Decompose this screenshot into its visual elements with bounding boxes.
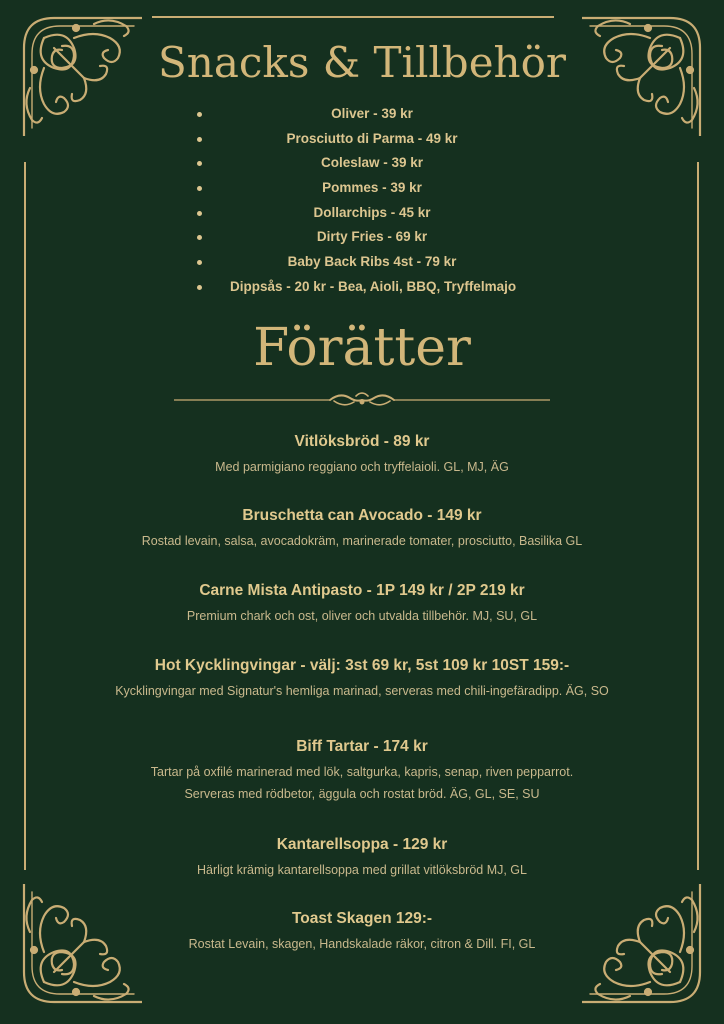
- list-item: [190, 225, 554, 250]
- dish-name: Vitlöksbröd - 89 kr: [294, 433, 430, 450]
- dish-item: [0, 580, 724, 627]
- dish-description: Med parmigiano reggiano och tryffelaioli. GL, MJ, ÄG: [215, 460, 509, 474]
- snack-item-label: Prosciutto di Parma - 49 kr: [286, 130, 458, 146]
- dish-name: Toast Skagen 129:-: [291, 910, 433, 927]
- frame-top-line: [152, 16, 554, 18]
- dish-description: Rostat Levain, skagen, Handskalade räkor, citron & Dill. FI, GL: [188, 937, 536, 951]
- snack-item-label: Oliver - 39 kr: [331, 106, 413, 121]
- bullet-dot-icon: [197, 211, 202, 216]
- dish-name: Hot Kycklingvingar - välj: 3st 69 kr, 5st 109 kr 10ST 159:-: [154, 657, 570, 674]
- dish-name: Kantarellsoppa - 129 kr: [276, 836, 448, 853]
- snack-item-label: Baby Back Ribs 4st - 79 kr: [287, 254, 457, 270]
- list-item: [190, 250, 554, 275]
- list-item: [190, 176, 554, 201]
- dish-item: [0, 431, 724, 478]
- list-item: [190, 102, 554, 127]
- dish-description-line-2: Serveras med rödbetor, äggula och rostat bröd. ÄG, GL, SE, SU: [184, 787, 540, 801]
- dish-description: Tartar på oxfilé marinerad med lök, saltgurka, kapris, senap, riven pepparrot.: [150, 765, 574, 779]
- bullet-dot-icon: [197, 235, 202, 240]
- dish-item: [0, 655, 724, 702]
- dish-item: [0, 736, 724, 805]
- bullet-dot-icon: [197, 186, 202, 191]
- dish-name: Biff Tartar - 174 kr: [296, 738, 428, 755]
- dish-description: Härligt krämig kantarellsoppa med grillat vitlöksbröd MJ, GL: [197, 863, 527, 877]
- dish-item: [0, 834, 724, 881]
- dish-name: Bruschetta can Avocado - 149 kr: [242, 507, 482, 524]
- snacks-list: [190, 102, 554, 300]
- bullet-dot-icon: [197, 260, 202, 265]
- snack-item-label: Dippsås - 20 kr - Bea, Aioli, BBQ, Tryffelmajo: [230, 278, 517, 294]
- snacks-title: Snacks & Tillbehör: [158, 38, 566, 87]
- bullet-dot-icon: [197, 161, 202, 166]
- snack-item-label: Coleslaw - 39 kr: [320, 155, 424, 171]
- dish-description: Premium chark och ost, oliver och utvalda tillbehör. MJ, SU, GL: [186, 609, 538, 623]
- snack-item-label: Dirty Fries - 69 kr: [316, 229, 428, 245]
- dish-item: [0, 505, 724, 552]
- snack-item-label: Pommes - 39 kr: [322, 180, 422, 196]
- dish-name: Carne Mista Antipasto - 1P 149 kr / 2P 219 kr: [199, 582, 525, 599]
- flourish-divider-icon: [174, 388, 550, 412]
- list-item: [190, 151, 554, 176]
- bullet-dot-icon: [197, 112, 202, 117]
- snack-item-label: Dollarchips - 45 kr: [313, 204, 431, 220]
- dish-description: Kycklingvingar med Signatur's hemliga marinad, serveras med chili-ingefäradipp. ÄG, SO: [115, 684, 609, 698]
- list-item: [190, 127, 554, 152]
- foratter-title: Förätter: [253, 318, 471, 378]
- list-item: [190, 201, 554, 226]
- dish-description: Rostad levain, salsa, avocadokräm, marinerade tomater, prosciutto, Basilika GL: [141, 534, 583, 548]
- list-item: [190, 275, 554, 300]
- bullet-dot-icon: [197, 285, 202, 290]
- dish-item: [0, 908, 724, 955]
- bullet-dot-icon: [197, 137, 202, 142]
